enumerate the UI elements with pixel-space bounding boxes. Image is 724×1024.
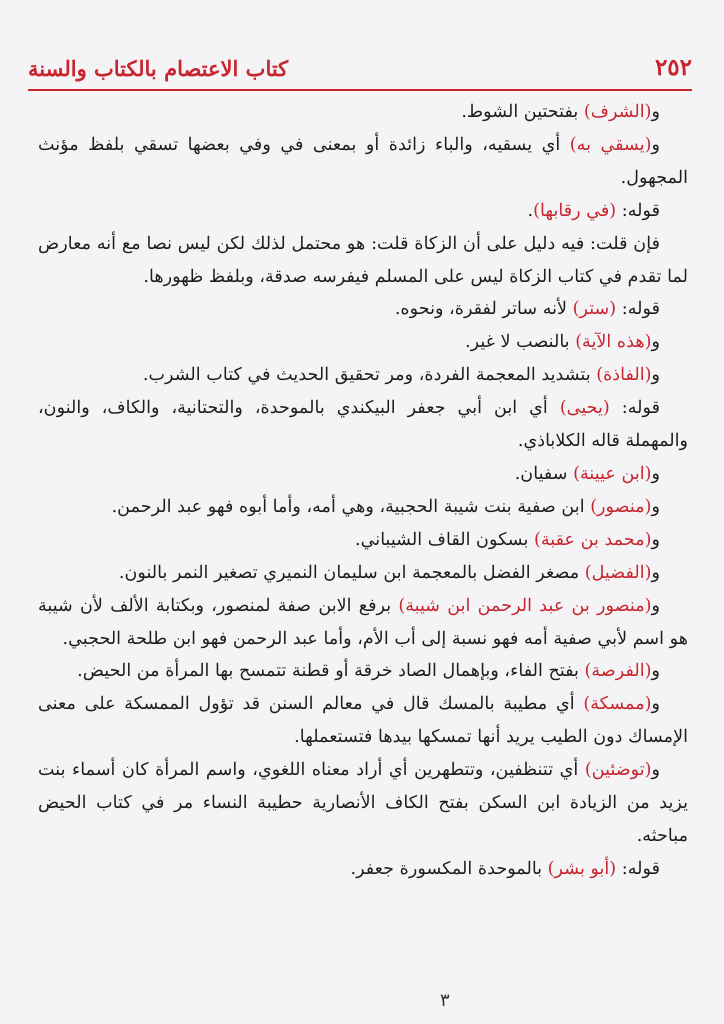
commentary-term: (يحيى) xyxy=(559,398,610,419)
commentary-term: (الفضيل) xyxy=(584,562,652,583)
page-header xyxy=(28,54,692,88)
paragraph: و(الشرف) بفتحتين الشوط. xyxy=(461,102,660,122)
commentary-term: (منصور) xyxy=(590,496,652,517)
paragraph: و(منصور بن عبد الرحمن ابن شيبة) برفع الابن صفة لمنصور، وبكتابة الألف لأن شيبة هو اسم لأبي صفية أمه فهو نسبة إلى أب الأم، وأما عبد الرحمن فهو ابن طلحة الحجبي. xyxy=(38,595,688,649)
paragraph: قوله: (أبو بشر) بالموحدة المكسورة جعفر. xyxy=(350,858,660,879)
paragraph: و(منصور) ابن صفية بنت شيبة الحجبية، وهي أمه، وأما أبوه فهو عبد الرحمن. xyxy=(111,496,660,517)
commentary-term: (الفرصة) xyxy=(584,661,652,682)
paragraph: قوله: (في رقابها). xyxy=(527,200,660,221)
commentary-term: (محمد بن عقبة) xyxy=(533,529,652,550)
paragraph: و(الفرصة) بفتح الفاء، وبإهمال الصاد خرقة أو قطنة تتمسح بها المرأة من الحيض. xyxy=(77,661,660,682)
paragraph: و(محمد بن عقبة) بسكون القاف الشيباني. xyxy=(355,529,660,550)
paragraph: و(توضئين) أي تتنظفين، وتتطهرين أي أراد معناه اللغوي، واسم المرأة كان أسماء بنت يزيد من الزيادة ابن السكن بفتح الكاف الأنصارية حطيبة النساء مر في كتاب الحيض مباحثه. xyxy=(38,760,688,846)
commentary-term: (منصور بن عبد الرحمن ابن شيبة) xyxy=(398,595,652,616)
commentary-term: (يسقي به) xyxy=(569,134,652,155)
header-rule xyxy=(28,89,692,91)
main-text xyxy=(38,96,688,886)
paragraph: و(يسقي به) أي يسقيه، والباء زائدة أو بمعنى في وفي بعضها تسقي بلفظ مؤنث المجهول. xyxy=(38,134,688,188)
paragraph: و(ممسكة) أي مطيبة بالمسك قال في معالم السنن قد تؤول الممسكة على معنى الإمساك دون الطيب يريد أنها تمسكها بيدها فتستعملها. xyxy=(38,694,688,748)
paragraph: و(الفضيل) مصغر الفضل بالمعجمة ابن سليمان النميري تصغير النمر بالنون. xyxy=(118,562,660,583)
paragraph: قوله: (ستر) لأنه ساتر لفقرة، ونحوه. xyxy=(394,299,660,320)
commentary-term: (الشرف) xyxy=(583,102,652,122)
page-number: ٢٥٢ xyxy=(654,54,692,81)
running-title: كتاب الاعتصام بالكتاب والسنة xyxy=(28,56,289,81)
commentary-term: (أبو بشر) xyxy=(547,858,617,879)
paragraph: و(هذه الآية) بالنصب لا غير. xyxy=(465,332,660,353)
commentary-term: (الفاذة) xyxy=(596,365,652,386)
commentary-term: (في رقابها) xyxy=(533,200,617,221)
folio-mark: ٣ xyxy=(440,990,450,1011)
commentary-term: (هذه الآية) xyxy=(575,332,652,353)
paragraph: و(الفاذة) بتشديد المعجمة الفردة، ومر تحقيق الحديث في كتاب الشرب. xyxy=(142,365,660,386)
commentary-term: (ممسكة) xyxy=(583,694,652,715)
paragraph: و(ابن عيينة) سفيان. xyxy=(514,463,660,484)
paragraph: فإن قلت: فيه دليل على أن الزكاة قلت: هو محتمل لذلك لكن ليس نصا مع أنه معارض لما تقدم في كتاب الزكاة ليس على المسلم فيفرسه صدقة، وبلفظ ظهورها. xyxy=(38,233,688,287)
commentary-term: (ستر) xyxy=(572,299,617,320)
paragraph: قوله: (يحيى) أي ابن أبي جعفر البيكندي بالموحدة، والتحتانية، والكاف، والنون، والمهملة قاله الكلاباذي. xyxy=(38,398,688,452)
commentary-term: (ابن عيينة) xyxy=(573,463,652,484)
commentary-term: (توضئين) xyxy=(584,760,652,781)
